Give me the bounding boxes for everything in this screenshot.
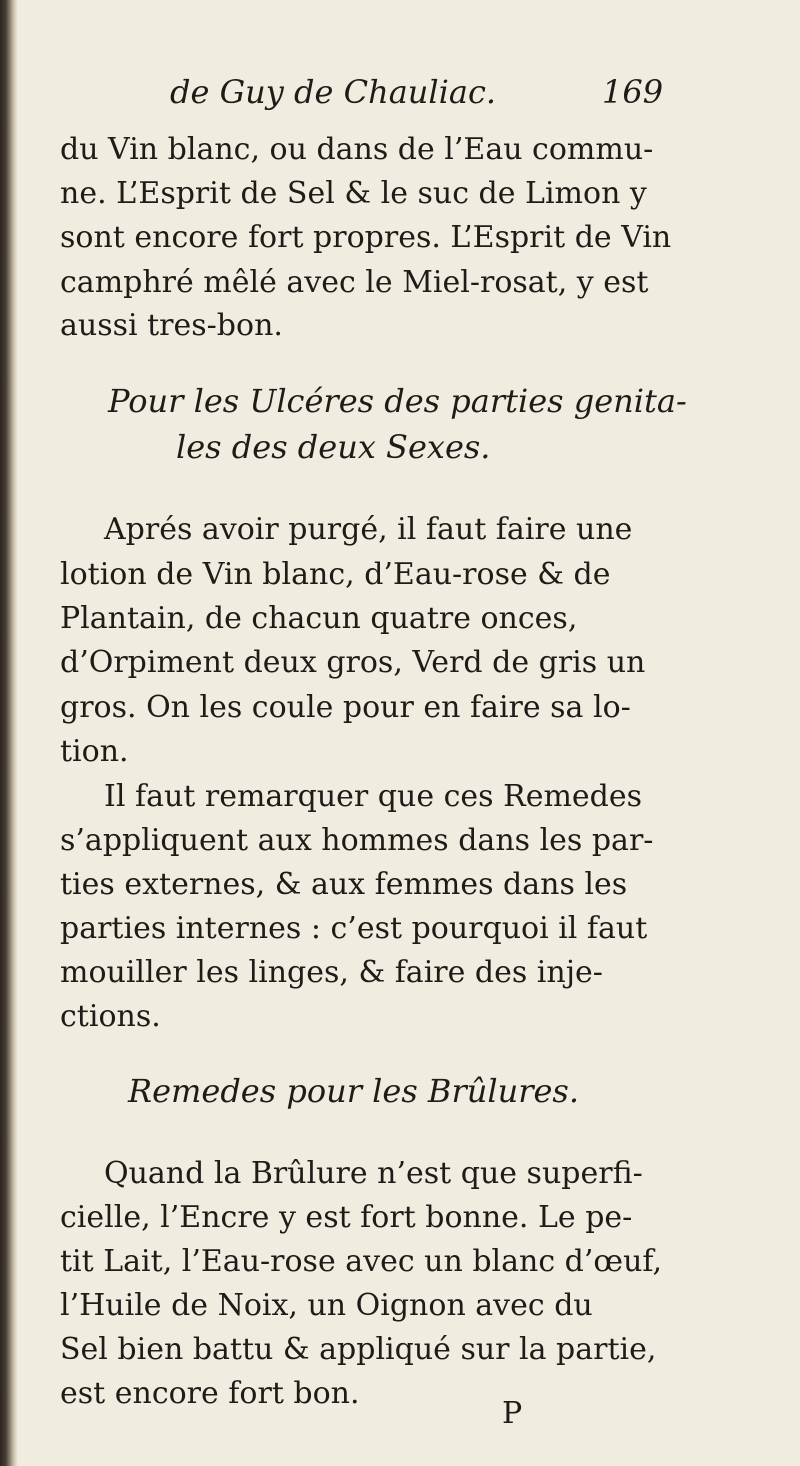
text-line: Aprés avoir purgé, il faut faire une [104, 512, 633, 547]
text-line: tion. [60, 734, 129, 769]
signature-mark: P [502, 1396, 523, 1431]
text-line: tit Lait, l’Eau-rose avec un blanc d’œuf, [60, 1244, 662, 1279]
text-line: Quand la Brûlure n’est que superfi- [104, 1156, 643, 1191]
page-binding-edge [0, 0, 18, 1466]
text-line: cielle, l’Encre y est fort bonne. Le pe- [60, 1200, 633, 1235]
text-line: Plantain, de chacun quatre onces, [60, 601, 578, 636]
text-line: aussi tres-bon. [60, 308, 283, 343]
section-heading-brulures: Remedes pour les Brûlures. [128, 1072, 580, 1110]
text-line: ties externes, & aux femmes dans les [60, 867, 628, 902]
page-number: 169 [602, 73, 664, 111]
text-line: s’appliquent aux hommes dans les par- [60, 823, 654, 858]
text-line: lotion de Vin blanc, d’Eau-rose & de [60, 557, 611, 592]
text-line: mouiller les linges, & faire des inje- [60, 955, 603, 990]
text-line: gros. On les coule pour en faire sa lo- [60, 690, 631, 725]
section-heading-ulceres-line1: Pour les Ulcéres des parties genita- [108, 382, 687, 420]
section-heading-ulceres-line2: les des deux Sexes. [176, 428, 491, 466]
text-line: ctions. [60, 999, 161, 1034]
text-line: l’Huile de Noix, un Oignon avec du [60, 1288, 593, 1323]
text-line: est encore fort bon. [60, 1376, 360, 1411]
text-line: camphré mêlé avec le Miel-rosat, y est [60, 265, 649, 300]
text-line: du Vin blanc, ou dans de l’Eau commu- [60, 132, 654, 167]
text-line: sont encore fort propres. L’Esprit de Vin [60, 220, 672, 255]
text-line: Sel bien battu & appliqué sur la partie, [60, 1332, 657, 1367]
text-line: ne. L’Esprit de Sel & le suc de Limon y [60, 176, 647, 211]
text-line: Il faut remarquer que ces Remedes [104, 779, 643, 814]
text-line: parties internes : c’est pourquoi il faut [60, 911, 648, 946]
running-title: de Guy de Chauliac. [170, 73, 497, 111]
text-line: d’Orpiment deux gros, Verd de gris un [60, 645, 646, 680]
